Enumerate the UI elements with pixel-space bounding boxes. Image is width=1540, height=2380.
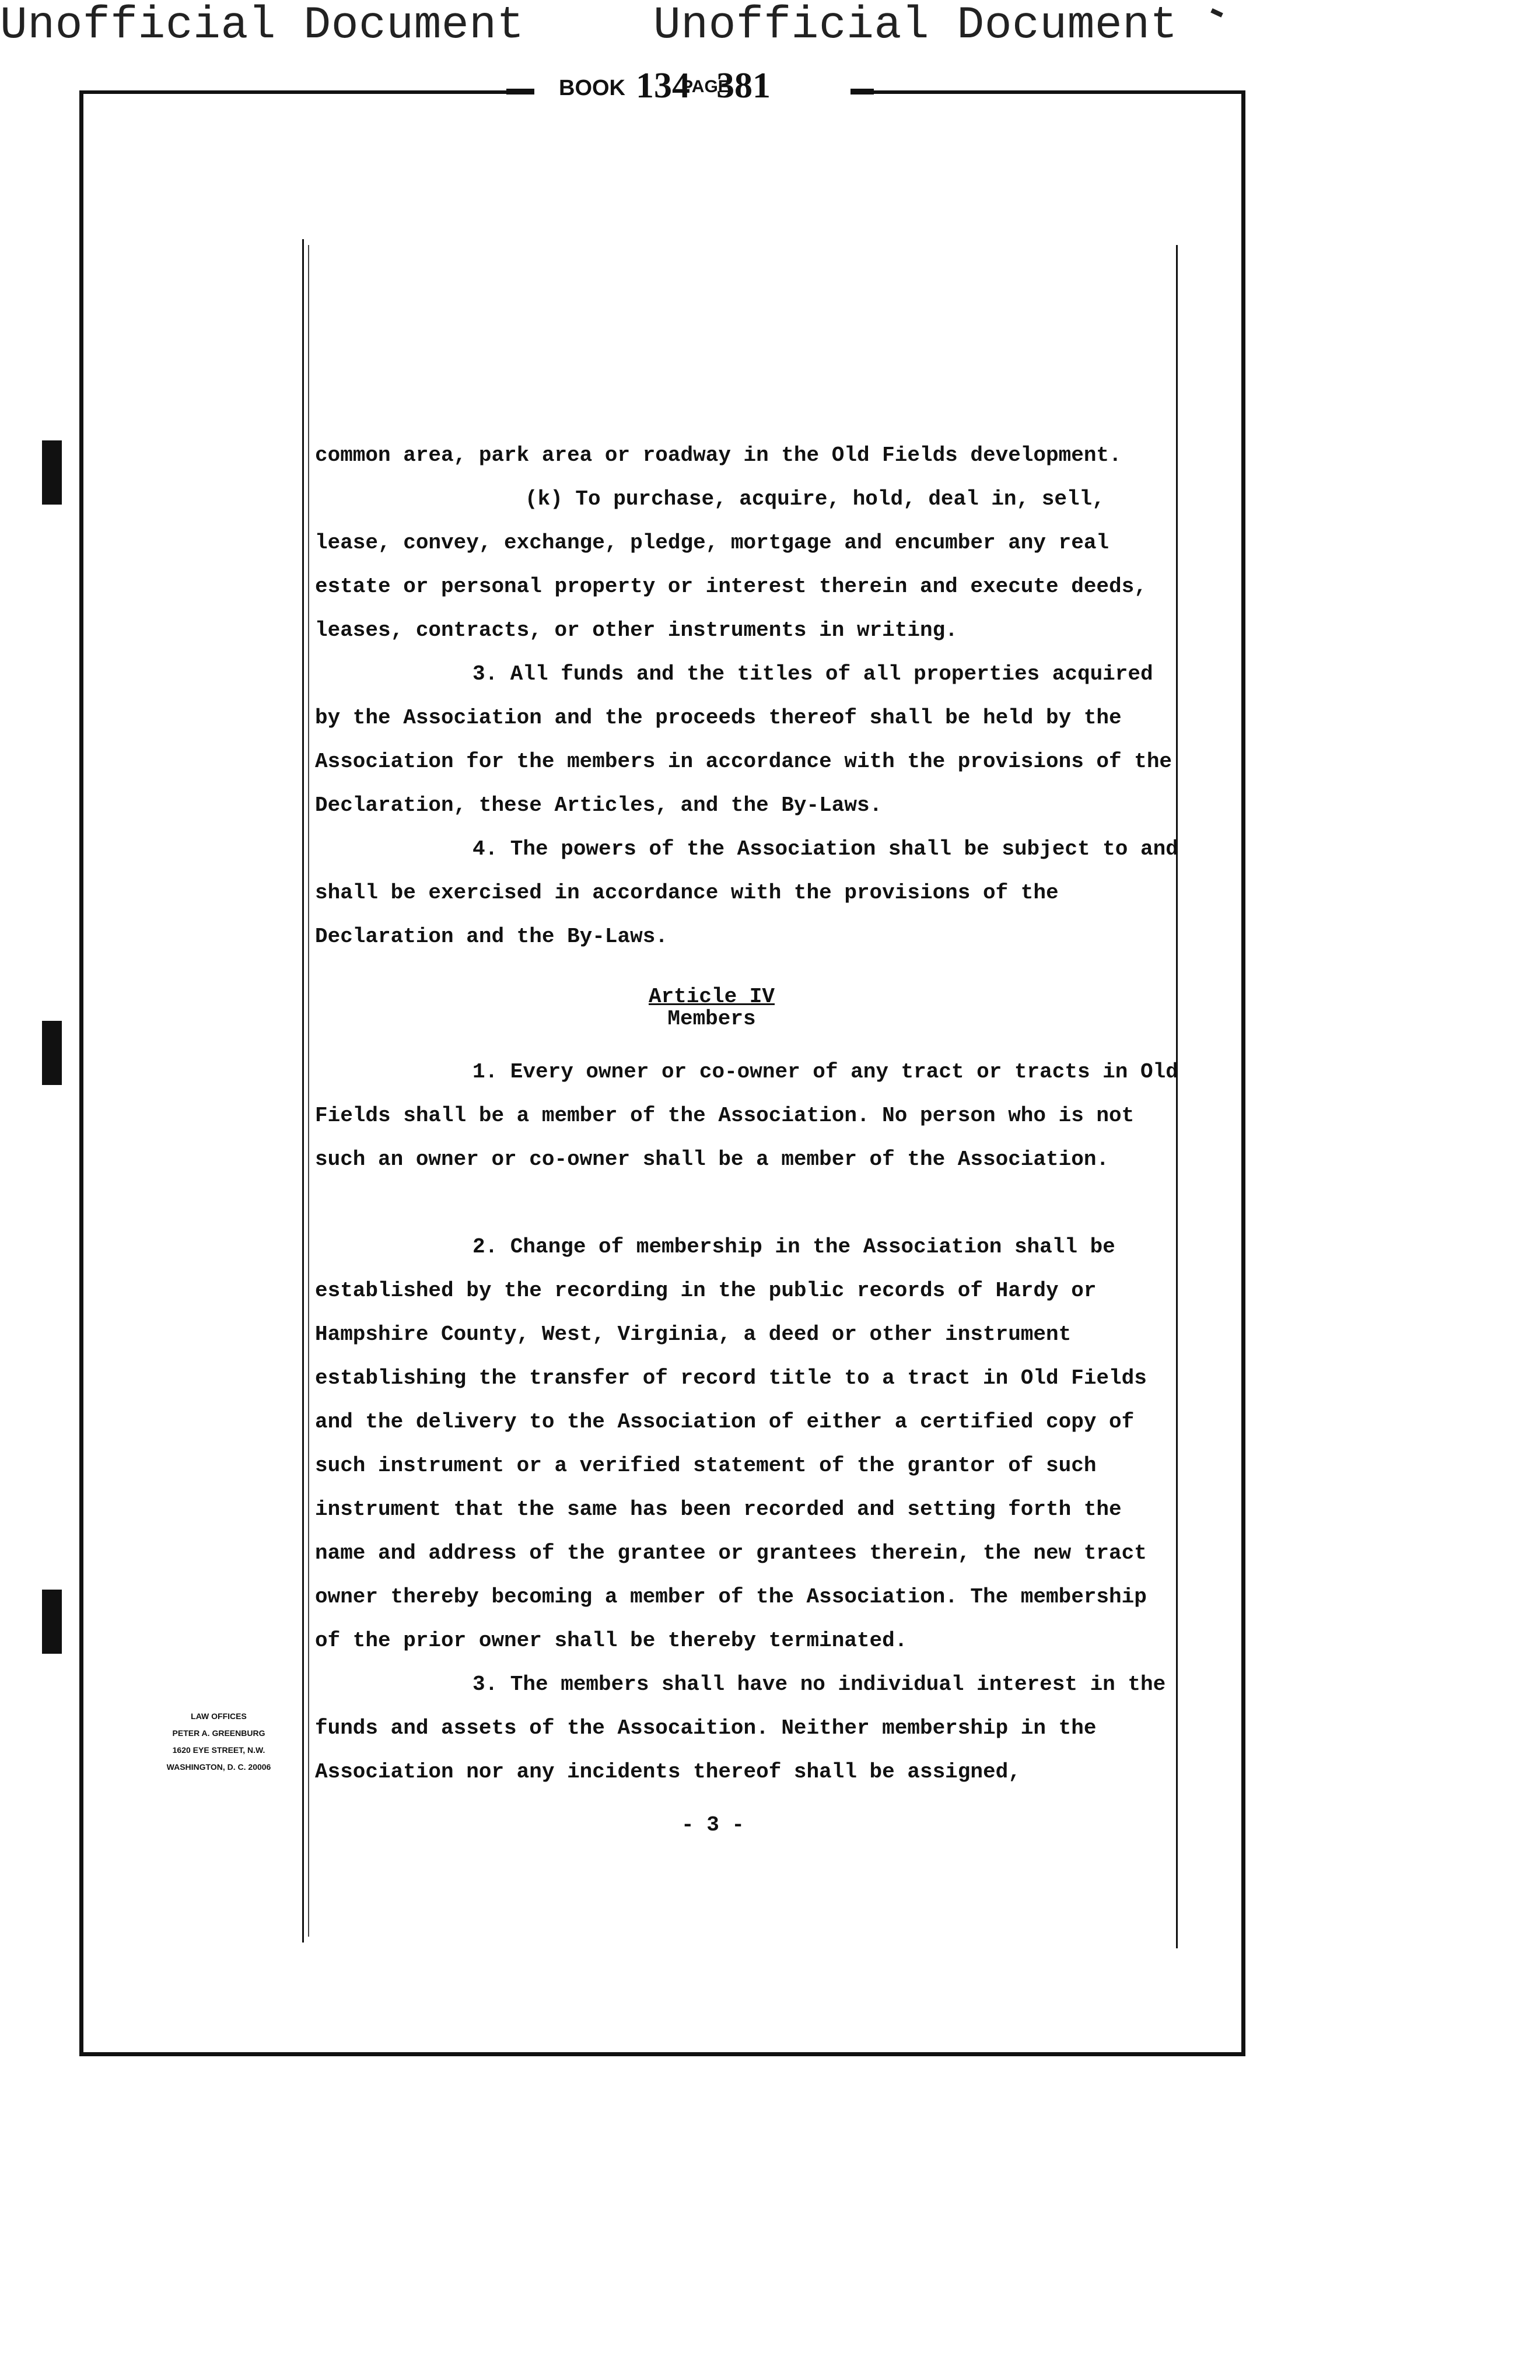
page-number: 381 [716, 66, 771, 106]
punch-mark [42, 1590, 62, 1654]
book-label: BOOK [559, 76, 625, 100]
punch-mark [42, 440, 62, 505]
paragraph-2-change-membership: 2. Change of membership in the Association shall be established by the recording in the public records of Hardy or Hampshire County, West, Virginia, a deed or other instrument establishing the transfer of record title to a tract in Old Fields and the delivery to the Association of either a certified copy of such instrument or a verified statement of the grantor of such instrument that the same has been recorded and setting forth the name and address of the grantee or grantees therein, the new tract owner thereby becoming a member of the Association. The membership of the prior owner shall be thereby terminated. [315, 1235, 1147, 1653]
left-margin-rule [302, 239, 304, 1943]
frame-top-left [83, 90, 518, 94]
article-heading [642, 986, 782, 1030]
frame-right [1241, 90, 1245, 2056]
law-office-line: LAW OFFICES [191, 1712, 247, 1721]
punch-mark [42, 1021, 62, 1085]
paragraph-continuation: common area, park area or roadway in the Old Fields development. [315, 443, 1122, 467]
watermark-tick-mark [1210, 8, 1223, 18]
watermark-right: Unofficial Document [653, 0, 1178, 51]
paragraph-3-no-interest: 3. The members shall have no individual interest in the funds and assets of the Assocaition. Neither membership in the Association nor any incidents thereof shall be assigned, [315, 1672, 1166, 1784]
article-title: Article IV [648, 985, 775, 1009]
paragraph-3-funds: 3. All funds and the titles of all properties acquired by the Association and the proceeds thereof shall be held by the Association for the members in accordance with the provisions of the Declaration, these Articles, and the By-Laws. [315, 662, 1172, 817]
paragraph-1-members: 1. Every owner or co-owner of any tract or tracts in Old Fields shall be a member of the Association. No person who is not such an owner or co-owner shall be a member of the Association. [315, 1060, 1178, 1171]
left-margin-rule-inner [308, 245, 309, 1937]
page-label: PAGE [681, 77, 730, 96]
watermark-left: Unofficial Document [0, 0, 524, 51]
law-office-city: WASHINGTON, D. C. 20006 [166, 1762, 271, 1772]
book-number: 134 [636, 66, 690, 106]
law-office-street: 1620 EYE STREET, N.W. [172, 1745, 265, 1755]
frame-bottom [79, 2052, 1245, 2056]
law-office-name: PETER A. GREENBURG [172, 1728, 265, 1738]
frame-top-right [850, 90, 1245, 94]
frame-left [79, 90, 83, 2056]
paragraph-k: (k) To purchase, acquire, hold, deal in, sell, lease, convey, exchange, pledge, mortgage and encumber any real estate or personal property or interest therein and execute deeds, leases, contracts, or other instruments in writing. [315, 487, 1147, 642]
page-footer-number: - 3 - [681, 1813, 745, 1837]
law-office-block [128, 1708, 309, 1776]
article-subtitle: Members [667, 1007, 756, 1031]
paragraph-4-powers: 4. The powers of the Association shall be subject to and shall be exercised in accordance with the provisions of the Declaration and the By-Laws. [315, 837, 1178, 949]
